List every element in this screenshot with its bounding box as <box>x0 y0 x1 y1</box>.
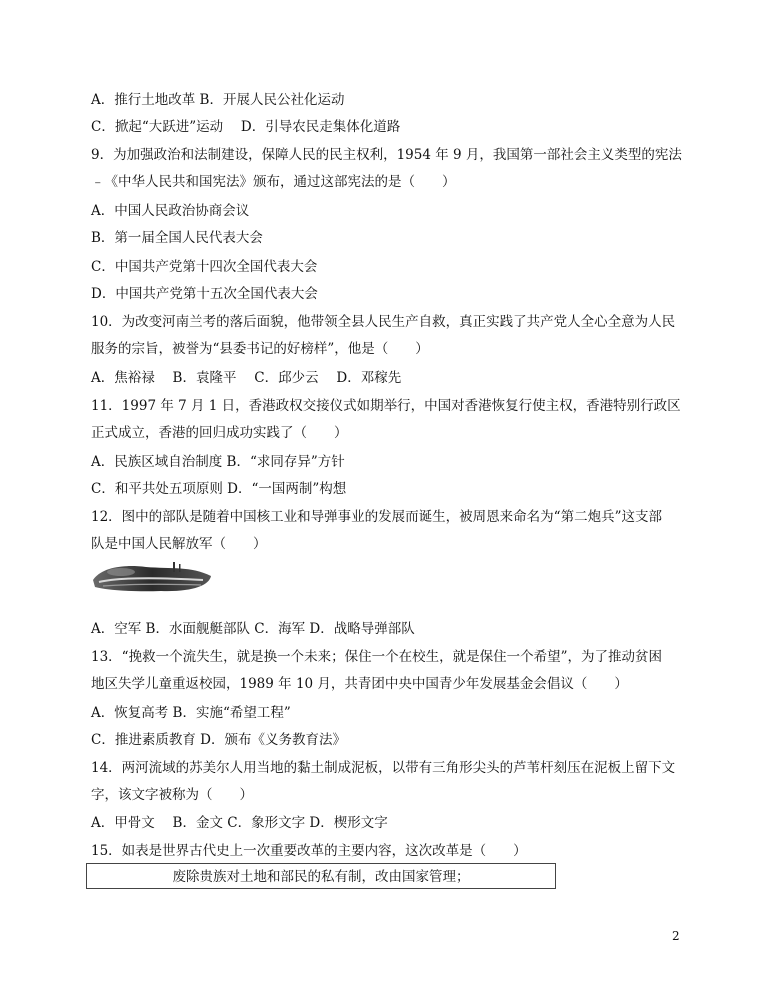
question-12: 12．图中的部队是随着中国核工业和导弹事业的发展而诞生，被周恩来命名为“第二炮兵”这支部 <box>91 509 662 525</box>
option-line: A．空军 B．水面舰艇部队 C．海军 D．战略导弹部队 <box>91 621 415 637</box>
option-line: A．推行土地改革 B．开展人民公社化运动 <box>91 92 345 108</box>
question-10-cont: 服务的宗旨，被誉为“县委书记的好榜样”，他是（ ） <box>91 341 429 357</box>
question-13-cont: 地区失学儿童重返校园，1989 年 10 月，共青团中央中国青少年发展基金会倡议（ ） <box>91 676 628 692</box>
question-13: 13．“挽救一个流失生，就是换一个未来；保住一个在校生，就是保住一个希望”，为了推动贫困 <box>91 649 662 665</box>
option-line: C．和平共处五项原则 D．“一国两制”构想 <box>91 481 347 497</box>
missile-troops-photo <box>91 558 213 596</box>
option-line: A．中国人民政治协商会议 <box>91 203 250 219</box>
question-15: 15．如表是世界古代史上一次重要改革的主要内容，这次改革是（ ） <box>91 843 527 859</box>
option-line: D．中国共产党第十五次全国代表大会 <box>91 286 318 302</box>
question-12-cont: 队是中国人民解放军（ ） <box>91 536 267 552</box>
question-14: 14．两河流域的苏美尔人用当地的黏土制成泥板，以带有三角形尖头的芦苇杆刻压在泥板上留下文 <box>91 760 676 776</box>
question-11-cont: 正式成立，香港的回归成功实践了（ ） <box>91 425 348 441</box>
page-number: 2 <box>672 929 680 943</box>
option-line: A．恢复高考 B．实施“希望工程” <box>91 705 291 721</box>
question-9: 9．为加强政治和法制建设，保障人民的民主权利，1954 年 9 月，我国第一部社会主义类型的宪法 <box>91 147 682 163</box>
reform-table <box>86 863 556 889</box>
option-line: C．掀起“大跃进”运动 D．引导农民走集体化道路 <box>91 119 401 135</box>
question-9-cont: ﹣《中华人民共和国宪法》颁布，通过这部宪法的是（ ） <box>91 174 456 190</box>
option-line: A．焦裕禄 B．袁隆平 C．邱少云 D．邓稼先 <box>91 370 402 386</box>
question-10: 10．为改变河南兰考的落后面貌，他带领全县人民生产自救，真正实践了共产党人全心全意为人民 <box>91 314 676 330</box>
option-line: A．甲骨文 B．金文 C．象形文字 D．楔形文字 <box>91 815 388 831</box>
option-line: B．第一届全国人民代表大会 <box>91 230 263 246</box>
table-cell: 废除贵族对土地和部民的私有制，改由国家管理； <box>172 869 470 885</box>
question-11: 11．1997 年 7 月 1 日，香港政权交接仪式如期举行，中国对香港恢复行使主权，香港特别行政区 <box>91 398 681 414</box>
option-line: C．推进素质教育 D．颁布《义务教育法》 <box>91 732 346 748</box>
question-14-cont: 字，该文字被称为（ ） <box>91 787 253 803</box>
option-line: A．民族区域自治制度 B．“求同存异”方针 <box>91 454 345 470</box>
option-line: C．中国共产党第十四次全国代表大会 <box>91 259 318 275</box>
